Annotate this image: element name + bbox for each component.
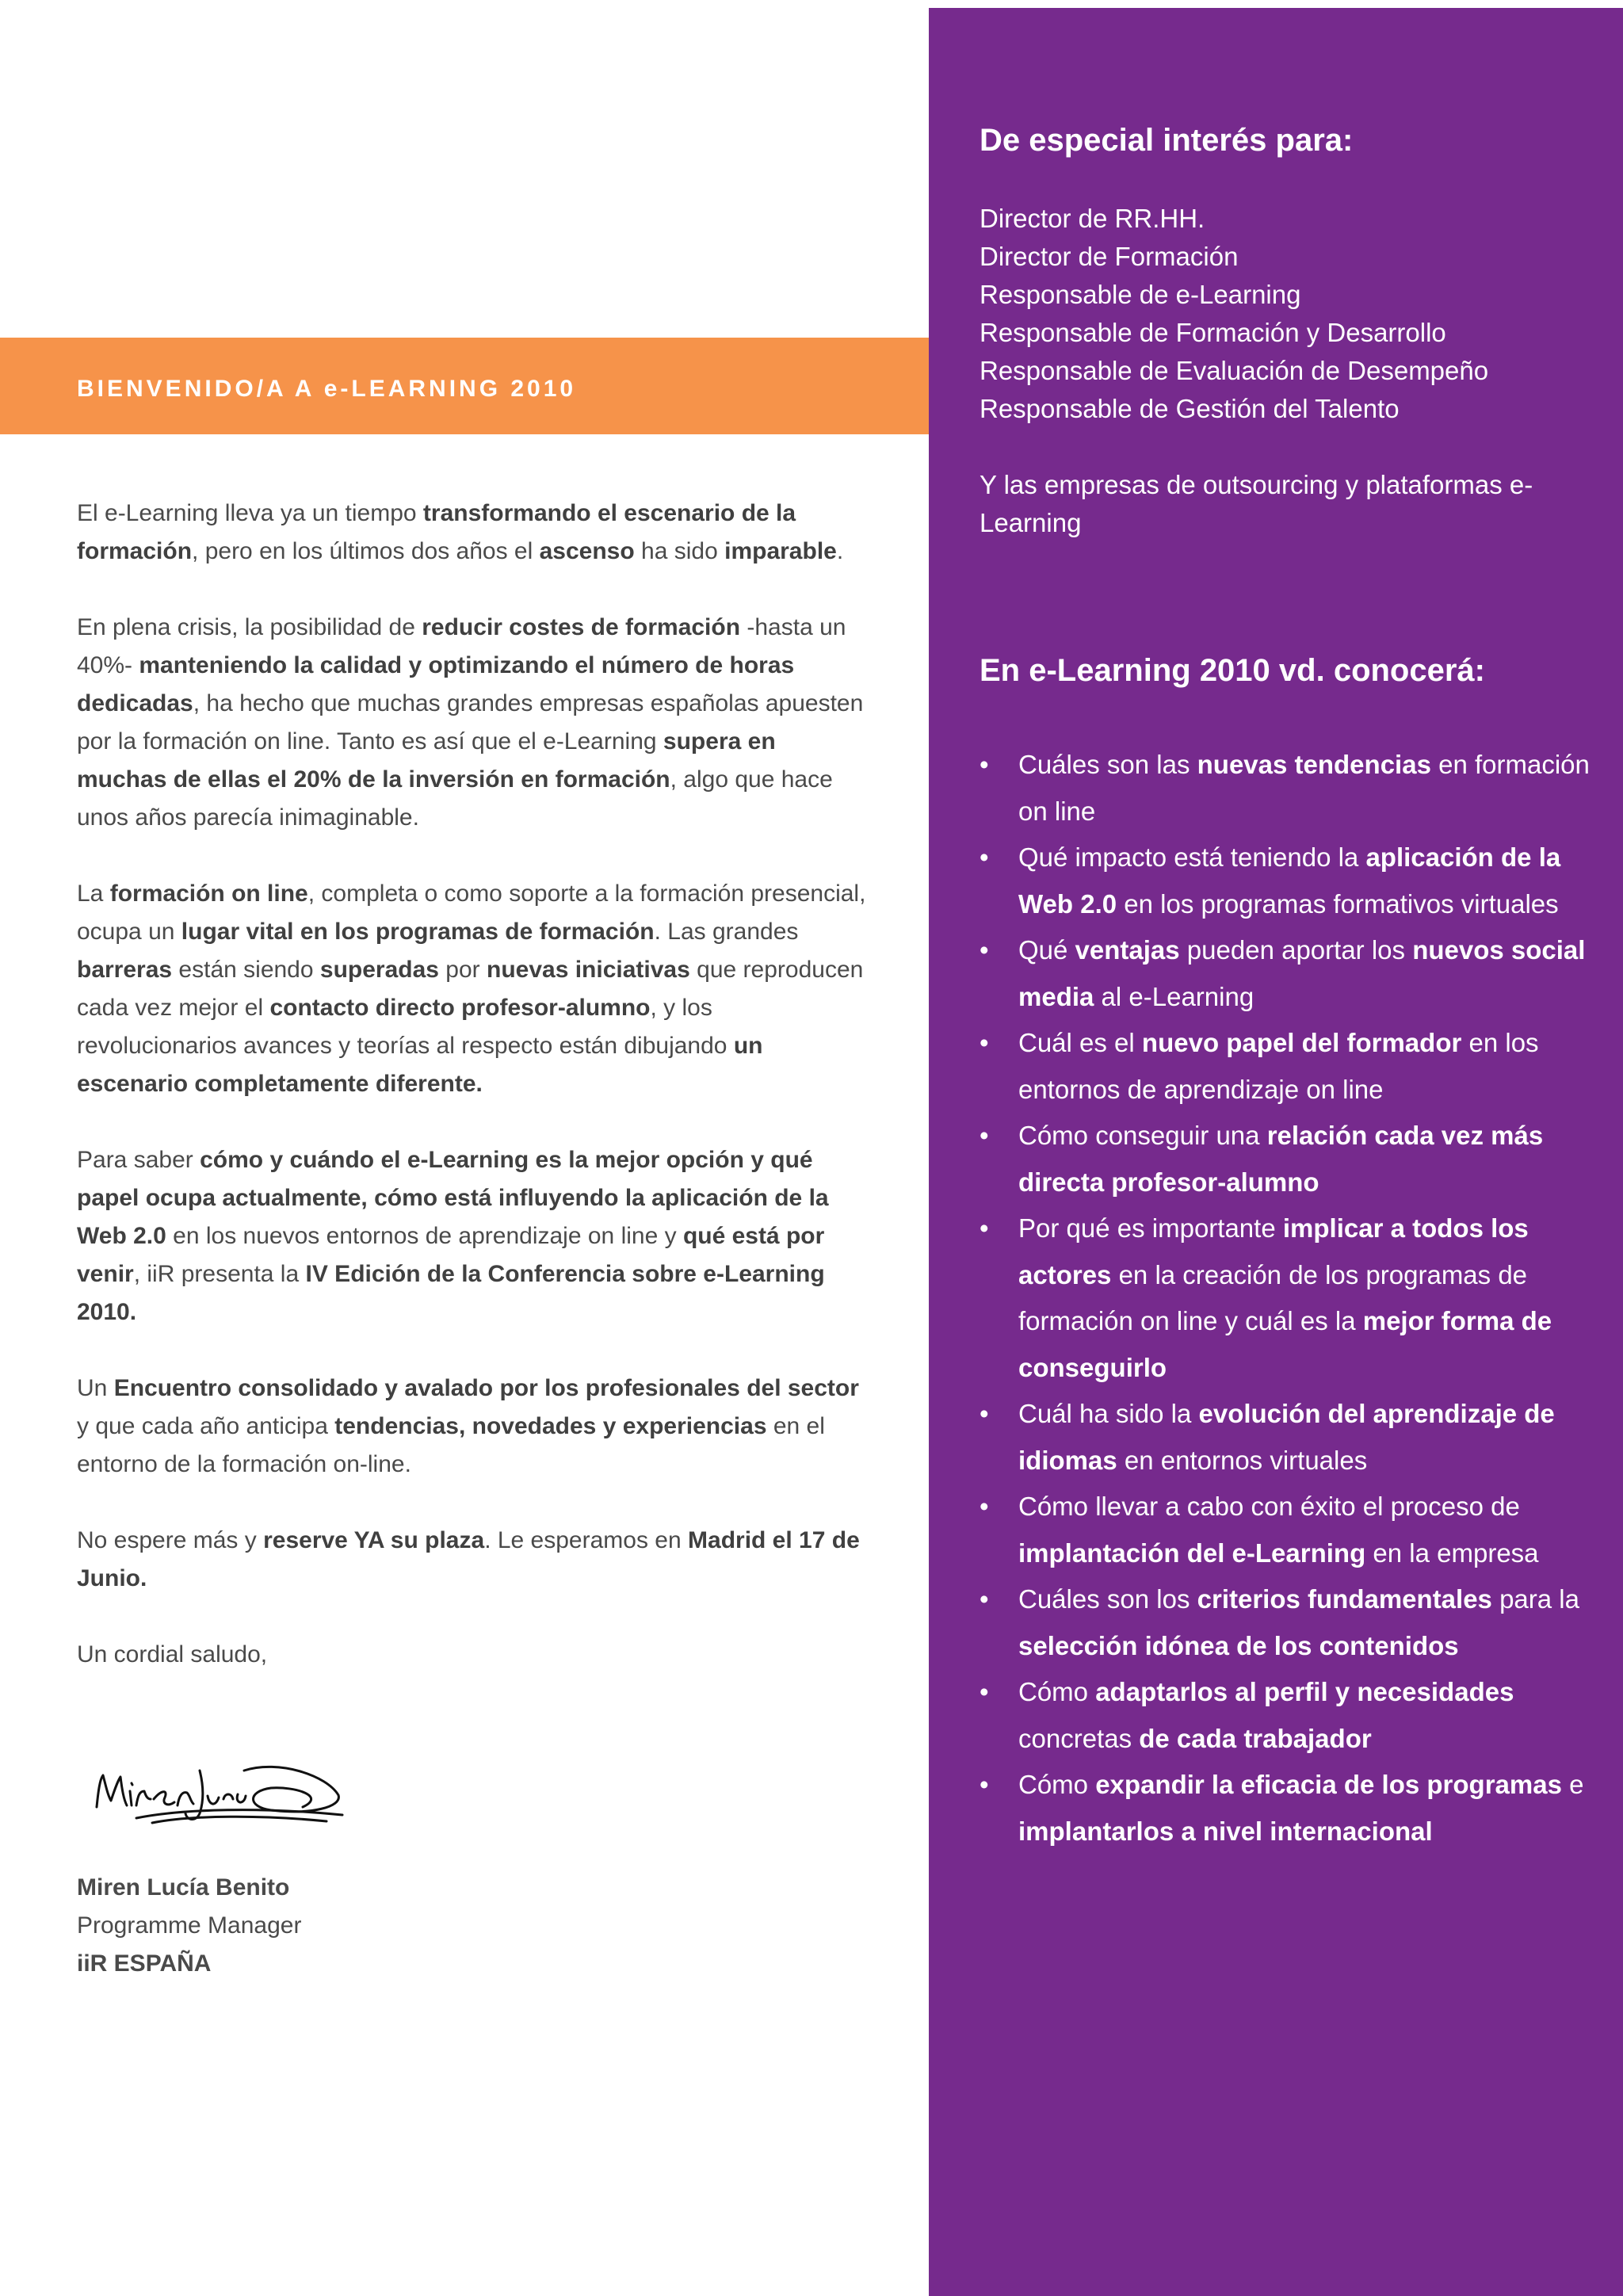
text-run: e <box>1561 1770 1584 1799</box>
letter-paragraph-4 <box>77 1141 869 1331</box>
text-run: En plena crisis, la posibilidad de <box>77 614 422 640</box>
bold-run: qué está por venir <box>77 1223 825 1287</box>
bold-run: evolución del aprendizaje de idiomas <box>1018 1399 1555 1475</box>
learn-topics-list <box>980 742 1590 1855</box>
bold-run: nuevo papel del formador <box>1141 1028 1462 1057</box>
learn-topic-item <box>980 1113 1590 1205</box>
text-run: al e-Learning <box>1094 981 1254 1011</box>
learn-topic-item <box>980 1020 1590 1113</box>
banner-title: BIENVENIDO/A A e-LEARNING 2010 <box>77 376 577 402</box>
bold-run: relación cada vez más directa profesor-alumno <box>1018 1121 1544 1197</box>
learn-topic-item <box>980 835 1590 927</box>
bold-run: superadas <box>319 957 439 983</box>
interest-item: Director de RR.HH. <box>980 204 1205 233</box>
bold-run: IV Edición de la Conferencia sobre e-Learning 2010. <box>77 1261 825 1325</box>
bold-run: nuevos social media <box>1018 935 1586 1011</box>
learn-topic-item <box>980 1205 1590 1391</box>
text-run: Por qué es importante <box>1018 1213 1283 1243</box>
text-run: La <box>77 881 110 907</box>
text-run: en entornos virtuales <box>1117 1445 1368 1475</box>
text-run: No espere más y <box>77 1527 264 1553</box>
signer-company: iiR ESPAÑA <box>77 1950 212 1977</box>
text-run: en formación on line <box>1018 750 1590 826</box>
text-run: . Le esperamos en <box>484 1527 689 1553</box>
text-run: , iiR presenta la <box>133 1261 306 1287</box>
interest-item: Responsable de Evaluación de Desempeño <box>980 356 1489 385</box>
text-run: , completa o como soporte a la formación presencial, ocupa un <box>77 881 866 945</box>
text-run: Cuáles son las <box>1018 750 1197 779</box>
bold-run: criterios fundamentales <box>1197 1584 1492 1614</box>
text-run: pueden aportar los <box>1179 935 1413 965</box>
text-run: Para saber <box>77 1147 200 1173</box>
interest-heading: De especial interés para: <box>980 123 1354 158</box>
learn-topic-item <box>980 1576 1590 1669</box>
text-run: concretas <box>1018 1723 1140 1753</box>
bold-run: contacto directo profesor-alumno <box>269 995 651 1021</box>
text-run: Cuál es el <box>1018 1028 1142 1057</box>
interest-item: Responsable de Gestión del Talento <box>980 394 1400 423</box>
text-run: ha sido <box>634 538 725 564</box>
bold-run: de cada trabajador <box>1139 1723 1372 1753</box>
bold-run: formación on line <box>109 881 308 907</box>
text-run: que reproducen cada vez mejor el <box>77 957 864 1021</box>
bold-run: manteniendo la calidad y optimizando el número de horas dedicadas <box>77 652 795 716</box>
text-run: , ha hecho que muchas grandes empresas españolas apuesten por la formación on line. Tanto es así que el e-Learning <box>77 690 864 755</box>
bold-run: implantarlos a nivel internacional <box>1018 1816 1433 1846</box>
learn-topic-item <box>980 927 1590 1020</box>
text-run: El e-Learning lleva ya un tiempo <box>77 500 423 526</box>
bold-run: nuevas tendencias <box>1197 750 1431 779</box>
text-run: en el entorno de la formación on-line. <box>77 1413 825 1477</box>
text-run: Cuáles son los <box>1018 1584 1197 1614</box>
text-run: . Las grandes <box>654 919 799 945</box>
signer-role: Programme Manager <box>77 1912 302 1939</box>
bold-run: nuevas iniciativas <box>487 957 690 983</box>
text-run: Cómo <box>1018 1677 1096 1706</box>
bold-run: tendencias, novedades y experiencias <box>334 1413 767 1439</box>
interest-list <box>980 200 1598 428</box>
learn-topic-item <box>980 1669 1590 1762</box>
text-run: , pero en los últimos dos años el <box>192 538 540 564</box>
text-run: en los programas formativos virtuales <box>1117 888 1559 919</box>
text-run: por <box>438 957 487 983</box>
learn-heading: En e-Learning 2010 vd. conocerá: <box>980 653 1485 688</box>
info-sidebar <box>929 8 1623 2296</box>
interest-item: Responsable de e-Learning <box>980 280 1301 309</box>
bold-run: expandir la eficacia de los programas <box>1095 1770 1562 1799</box>
text-run: en los nuevos entornos de aprendizaje on line y <box>166 1223 683 1249</box>
text-run: -hasta un 40%- <box>77 614 846 678</box>
letter-paragraph-6 <box>77 1522 869 1598</box>
learn-topic-item <box>980 1762 1590 1855</box>
text-run: . <box>836 538 844 564</box>
letter-paragraph-3 <box>77 875 869 1103</box>
welcome-letter <box>77 495 869 1712</box>
text-run: en la creación de los programas de formación on line y cuál es la <box>1018 1259 1528 1335</box>
bold-run: implantación del e-Learning <box>1018 1538 1366 1568</box>
text-run: , algo que hace unos años parecía inimaginable. <box>77 766 833 831</box>
bold-run: un escenario completamente diferente. <box>77 1033 763 1097</box>
interest-item: Responsable de Formación y Desarrollo <box>980 318 1446 347</box>
interest-item: Director de Formación <box>980 242 1239 271</box>
bold-run: mejor forma de conseguirlo <box>1018 1306 1552 1382</box>
text-run: Un <box>77 1375 114 1401</box>
signer-name: Miren Lucía Benito <box>77 1874 290 1901</box>
text-run: en la empresa <box>1365 1538 1539 1568</box>
bold-run: selección idónea de los contenidos <box>1018 1630 1459 1660</box>
interest-extra: Y las empresas de outsourcing y plataformas e-Learning <box>980 470 1533 537</box>
bold-run: supera en muchas de ellas el 20% de la inversión en formación <box>77 728 776 793</box>
bold-run: implicar a todos los actores <box>1018 1213 1529 1289</box>
handwritten-signature <box>89 1752 358 1847</box>
bold-run: lugar vital en los programas de formación <box>181 919 655 945</box>
signature-block <box>77 1869 301 1983</box>
learn-topic-item <box>980 742 1590 835</box>
letter-closing: Un cordial saludo, <box>77 1641 268 1668</box>
bold-run: transformando el escenario de la formación <box>77 500 796 564</box>
bold-run: imparable <box>724 538 837 564</box>
text-run: Cómo conseguir una <box>1018 1121 1267 1150</box>
text-run: , y los revolucionarios avances y teorías al respecto están dibujando <box>77 995 734 1059</box>
text-run: Cómo <box>1018 1770 1096 1799</box>
bold-run: aplicación de la Web 2.0 <box>1018 842 1561 919</box>
text-run: Qué <box>1018 935 1075 965</box>
text-run: Cuál ha sido la <box>1018 1399 1199 1428</box>
letter-paragraph-5 <box>77 1370 869 1484</box>
bold-run: barreras <box>77 957 173 983</box>
text-run: Cómo llevar a cabo con éxito el proceso de <box>1018 1492 1520 1521</box>
letter-paragraph-1 <box>77 495 869 571</box>
bold-run: adaptarlos al perfil y necesidades <box>1095 1677 1514 1706</box>
learn-topic-item <box>980 1484 1590 1576</box>
learn-topic-item <box>980 1391 1590 1484</box>
bold-run: ascenso <box>539 538 635 564</box>
text-run: en los entornos de aprendizaje on line <box>1018 1028 1539 1104</box>
bold-run: Madrid el 17 de Junio. <box>77 1527 860 1591</box>
welcome-banner <box>0 338 929 434</box>
bold-run: reserve YA su plaza <box>263 1527 485 1553</box>
bold-run: cómo y cuándo el e-Learning es la mejor opción y qué papel ocupa actualmente, cómo está influyendo la aplicación de la Web 2.0 <box>77 1147 829 1249</box>
text-run: Qué impacto está teniendo la <box>1018 842 1366 872</box>
bold-run: Encuentro consolidado y avalado por los profesionales del sector <box>113 1375 859 1401</box>
text-run: para la <box>1491 1584 1579 1614</box>
letter-paragraph-2 <box>77 609 869 837</box>
bold-run: reducir costes de formación <box>422 614 741 640</box>
text-run: y que cada año anticipa <box>77 1413 335 1439</box>
text-run: están siendo <box>172 957 320 983</box>
bold-run: ventajas <box>1075 935 1180 965</box>
